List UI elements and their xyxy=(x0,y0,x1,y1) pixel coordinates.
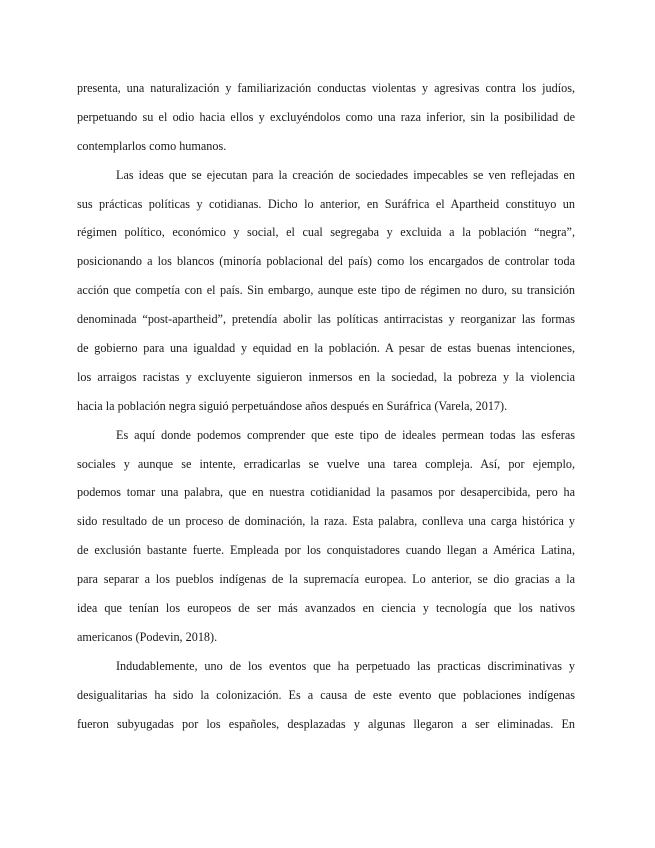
text-line: podemos tomar una palabra, que en nuestra cotidianidad la pasamos por desapercibida, pero ha xyxy=(77,485,575,500)
text-line: sociales y aunque se intente, erradicarlas se vuelve una tarea compleja. Así, por ejemplo, xyxy=(77,456,575,471)
text-line: hacia la población negra siguió perpetuándose años después en Suráfrica (Varela, 2017). xyxy=(77,398,508,413)
text-line: presenta, una naturalización y familiarización conductas violentas y agresivas contra los judíos, xyxy=(77,81,575,95)
text-line: régimen político, económico y social, el cual segregaba y excluida a la población “negra”, xyxy=(77,225,575,240)
text-line: sido resultado de un proceso de dominación, la raza. Esta palabra, conlleva una carga histórica y xyxy=(77,514,575,529)
paragraph-2 xyxy=(77,161,575,421)
document-body xyxy=(77,74,575,738)
paragraph-3 xyxy=(77,421,575,652)
text-line: perpetuando su el odio hacia ellos y excluyéndolos como una raza inferior, sin la posibilidad de xyxy=(77,109,575,124)
text-line: desigualitarias ha sido la colonización. Es a causa de este evento que poblaciones indígenas xyxy=(77,687,575,702)
text-line: acción que competía con el país. Sin embargo, aunque este tipo de régimen no duro, su transición xyxy=(77,283,575,298)
text-line: para separar a los pueblos indígenas de la supremacía europea. Lo anterior, se dio gracias a la xyxy=(77,572,575,587)
text-line: americanos (Podevin, 2018). xyxy=(77,629,218,644)
text-line: denominada “post-apartheid”, pretendía abolir las políticas antirracistas y reorganizar las formas xyxy=(77,312,575,327)
text-line: fueron subyugadas por los españoles, desplazadas y algunas llegaron a ser eliminadas. En xyxy=(77,716,575,731)
text-line: Las ideas que se ejecutan para la creación de sociedades impecables se ven reflejadas en xyxy=(116,167,575,182)
text-line: los arraigos racistas y excluyente siguieron inmersos en la sociedad, la pobreza y la violencia xyxy=(77,369,575,384)
text-line: contemplarlos como humanos. xyxy=(77,138,227,153)
text-line: sus prácticas políticas y cotidianas. Dicho lo anterior, en Suráfrica el Apartheid constituyo un xyxy=(77,196,575,211)
text-line: Es aquí donde podemos comprender que este tipo de ideales permean todas las esferas xyxy=(116,427,575,442)
paragraph-4 xyxy=(77,652,575,739)
text-line: idea que tenían los europeos de ser más avanzados en ciencia y tecnología que los nativos xyxy=(77,601,575,616)
text-line: de gobierno para una igualdad y equidad en la población. A pesar de estas buenas intenciones, xyxy=(77,341,575,356)
paragraph-1 xyxy=(77,74,575,161)
text-line: posicionando a los blancos (minoría poblacional del país) como los encargados de controlar toda xyxy=(77,254,575,269)
text-line: Indudablemente, uno de los eventos que ha perpetuado las practicas discriminativas y xyxy=(116,658,575,673)
text-line: de exclusión bastante fuerte. Empleada por los conquistadores cuando llegan a América Latina, xyxy=(77,543,575,558)
